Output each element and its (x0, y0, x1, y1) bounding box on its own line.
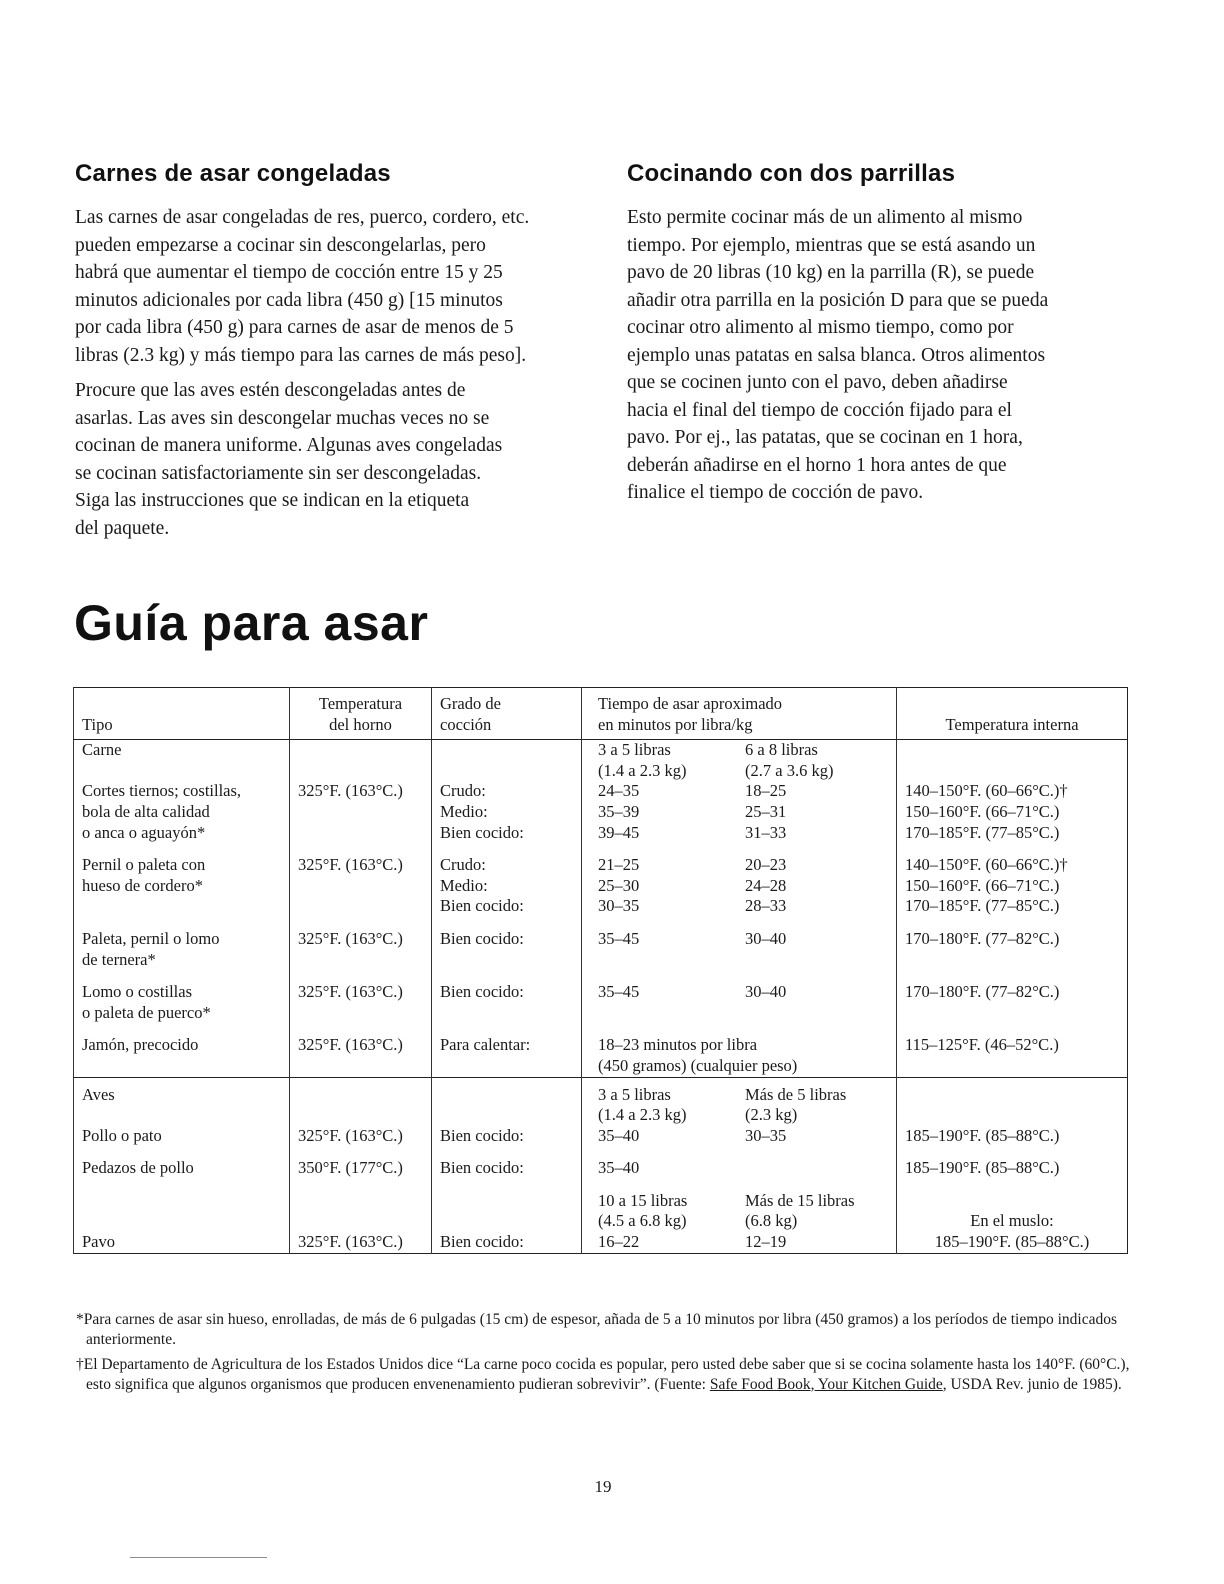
footnote-text: , USDA Rev. junio de 1985). (942, 1375, 1122, 1393)
table-row (74, 740, 1128, 782)
table-row (74, 1126, 1128, 1147)
two-racks-section (627, 160, 1137, 515)
roast-time-pair (598, 781, 896, 843)
cell-doneness: Crudo: Medio: Bien cocido: (432, 781, 582, 843)
cell-tipo: Paleta, pernil o lomo de ternera* (74, 917, 290, 970)
roast-time-pair (598, 1158, 896, 1179)
roast-time-pair (598, 1085, 896, 1126)
cell-doneness: Bien cocido: (432, 1179, 582, 1253)
table-row (74, 1023, 1128, 1077)
table-header-row (74, 688, 1128, 740)
roast-time-pair (598, 929, 896, 950)
cell-oven-temp (290, 740, 432, 782)
roast-time-pair (598, 982, 896, 1003)
cell-internal-temp: 185–190°F. (85–88°C.) (897, 1146, 1128, 1179)
cell-oven-temp: 325°F. (163°C.) (290, 843, 432, 917)
cell-doneness (432, 740, 582, 782)
paragraph: Esto permite cocinar más de un alimento al mismo tiempo. Por ejemplo, mientras que se está asando un pavo de 20 libras (10 kg) en la parrilla (R), se puede añadir otra parrilla en la posición D para que se pueda cocinar otro alimento al mismo tiempo, como por ejemplo unas patatas en salsa blanca. Otros alimentos que se cocinen junto con el pavo, deben añadirse hacia el final del tiempo de cocción fijado para el pavo. Por ej., las patatas, que se cocinan en 1 hora, deberán añadirse en el horno 1 hora antes de que finalice el tiempo de cocción de pavo. (627, 207, 1049, 503)
header-internal-temp: Temperatura interna (897, 688, 1128, 740)
cell-internal-temp (897, 1077, 1128, 1126)
cell-oven-temp (290, 1077, 432, 1126)
footnote-asterisk: *Para carnes de asar sin hueso, enrolladas, de más de 6 pulgadas (15 cm) de espesor, añada de 5 a 10 minutos por libra (450 gramos) a los períodos de tiempo indicados anteriormente. (76, 1311, 1118, 1348)
roast-time-span: 18–23 minutos por libra (450 gramos) (cualquier peso) (598, 1035, 798, 1075)
cell-oven-temp: 325°F. (163°C.) (290, 917, 432, 970)
footnotes (76, 1310, 1136, 1400)
paragraph: Procure que las aves estén descongeladas antes de asarlas. Las aves sin descongelar muchas veces no se cocinan de manera uniforme. Algunas aves congeladas se cocinan satisfactoriamente sin ser descongeladas. Siga las instrucciones que se indican en la etiqueta del paquete. (75, 380, 503, 539)
cell-oven-temp: 325°F. (163°C.) (290, 781, 432, 843)
roast-time-large: 30–35 (745, 1125, 787, 1145)
roast-time-small: 35–40 (598, 1125, 640, 1145)
header-oven-temp: Temperatura del horno (290, 688, 432, 740)
frozen-roasts-section (75, 160, 605, 550)
cell-oven-temp: 325°F. (163°C.) (290, 1126, 432, 1147)
cell-roast-time (582, 970, 897, 1023)
cell-roast-time (582, 843, 897, 917)
roast-time-pair (598, 1191, 896, 1253)
cell-tipo: Pernil o paleta con hueso de cordero* (74, 843, 290, 917)
cell-tipo: Pollo o pato (74, 1126, 290, 1147)
cell-doneness: Bien cocido: (432, 1146, 582, 1179)
roast-time-large: 6 a 8 libras (2.7 a 3.6 kg) (745, 740, 834, 780)
table-row (74, 1179, 1128, 1253)
page-number: 19 (594, 1477, 612, 1496)
roast-time-small: 35–45 (598, 982, 640, 1002)
table-row (74, 843, 1128, 917)
section-heading: Cocinando con dos parrillas (627, 160, 956, 187)
roast-time-large: 30–40 (745, 928, 787, 948)
footnote-text: †El Departamento de Agricultura de los Estados Unidos dice “La carne poco cocida es popular, pero usted debe saber que si se cocina solamente hasta los 140°F. (60°C.), esto significa que algunos organismos que producen envenenamiento pudieran sobrevivir”. (Fuente: (76, 1356, 1130, 1393)
cell-tipo: Jamón, precocido (74, 1023, 290, 1077)
cell-internal-temp (897, 740, 1128, 782)
roast-time-large: Más de 5 libras (2.3 kg) (745, 1084, 847, 1125)
roast-time-small: 3 a 5 libras (1.4 a 2.3 kg) (598, 740, 687, 780)
cell-roast-time (582, 917, 897, 970)
cell-internal-temp: 170–180°F. (77–82°C.) (897, 970, 1128, 1023)
cell-doneness (432, 1077, 582, 1126)
cell-roast-time (582, 781, 897, 843)
cell-doneness: Crudo: Medio: Bien cocido: (432, 843, 582, 917)
cell-tipo: Cortes tiernos; costillas, bola de alta calidad o anca o aguayón* (74, 781, 290, 843)
table-row (74, 970, 1128, 1023)
cell-doneness: Bien cocido: (432, 970, 582, 1023)
cell-doneness: Bien cocido: (432, 917, 582, 970)
cell-oven-temp: 325°F. (163°C.) (290, 1023, 432, 1077)
roast-time-small: 21–25 25–30 30–35 (598, 855, 640, 916)
roast-time-pair (598, 740, 896, 781)
cell-tipo: Carne (74, 740, 290, 782)
divider (130, 1557, 267, 1558)
cell-oven-temp: 325°F. (163°C.) (290, 970, 432, 1023)
source-title: Safe Food Book, Your Kitchen Guide (709, 1375, 943, 1393)
cell-internal-temp: En el muslo: 185–190°F. (85–88°C.) (897, 1179, 1128, 1253)
roast-time-large: Más de 15 libras (6.8 kg) 12–19 (745, 1190, 855, 1252)
roast-time-small: 35–45 (598, 928, 640, 948)
cell-roast-time (582, 1077, 897, 1126)
cell-internal-temp: 140–150°F. (60–66°C.)† 150–160°F. (66–71°C.) 170–185°F. (77–85°C.) (897, 843, 1128, 917)
cell-internal-temp: 170–180°F. (77–82°C.) (897, 917, 1128, 970)
section-heading: Carnes de asar congeladas (75, 160, 391, 187)
cell-internal-temp: 115–125°F. (46–52°C.) (897, 1023, 1128, 1077)
cell-roast-time (582, 740, 897, 782)
cell-internal-temp: 185–190°F. (85–88°C.) (897, 1126, 1128, 1147)
cell-roast-time (582, 1023, 897, 1077)
table-row (74, 1077, 1128, 1126)
footnote-dagger (76, 1355, 1136, 1394)
paragraph: Las carnes de asar congeladas de res, puerco, cordero, etc. pueden empezarse a cocinar sin descongelarlas, pero habrá que aumentar el tiempo de cocción entre 15 y 25 minutos adicionales por cada libra (450 g) [15 minutos por cada libra (450 g) para carnes de asar de menos de 5 libras (2.3 kg) y más tiempo para las carnes de más peso]. (75, 207, 530, 366)
roast-time-large: 18–25 25–31 31–33 (745, 781, 787, 842)
cell-roast-time (582, 1126, 897, 1147)
cell-doneness: Bien cocido: (432, 1126, 582, 1147)
roast-time-large: 30–40 (745, 982, 787, 1002)
cell-internal-temp: 140–150°F. (60–66°C.)† 150–160°F. (66–71°C.) 170–185°F. (77–85°C.) (897, 781, 1128, 843)
roasting-guide-table (73, 687, 1128, 1254)
roast-time-small: 24–35 35–39 39–45 (598, 781, 640, 842)
cell-tipo: Aves (74, 1077, 290, 1126)
table-row (74, 781, 1128, 843)
roast-time-pair (598, 1126, 896, 1147)
cell-roast-time (582, 1146, 897, 1179)
roast-time-pair (598, 855, 896, 917)
table-row (74, 917, 1128, 970)
roast-time-large: 20–23 24–28 28–33 (745, 855, 787, 916)
table-row (74, 1146, 1128, 1179)
cell-tipo: Lomo o costillas o paleta de puerco* (74, 970, 290, 1023)
roast-time-large (745, 1158, 892, 1179)
cell-roast-time (582, 1179, 897, 1253)
roast-time-small: 3 a 5 libras (1.4 a 2.3 kg) (598, 1084, 687, 1125)
cell-oven-temp: 325°F. (163°C.) (290, 1179, 432, 1253)
cell-tipo: Pedazos de pollo (74, 1146, 290, 1179)
header-roast-time: Tiempo de asar aproximado en minutos por libra/kg (582, 688, 897, 740)
cell-doneness: Para calentar: (432, 1023, 582, 1077)
header-tipo: Tipo (74, 688, 290, 740)
roast-time-small: 35–40 (598, 1158, 640, 1178)
roast-time-small: 10 a 15 libras (4.5 a 6.8 kg) 16–22 (598, 1190, 688, 1252)
header-doneness: Grado de cocción (432, 688, 582, 740)
cell-tipo: Pavo (74, 1179, 290, 1253)
page-title: Guía para asar (74, 595, 429, 651)
cell-oven-temp: 350°F. (177°C.) (290, 1146, 432, 1179)
